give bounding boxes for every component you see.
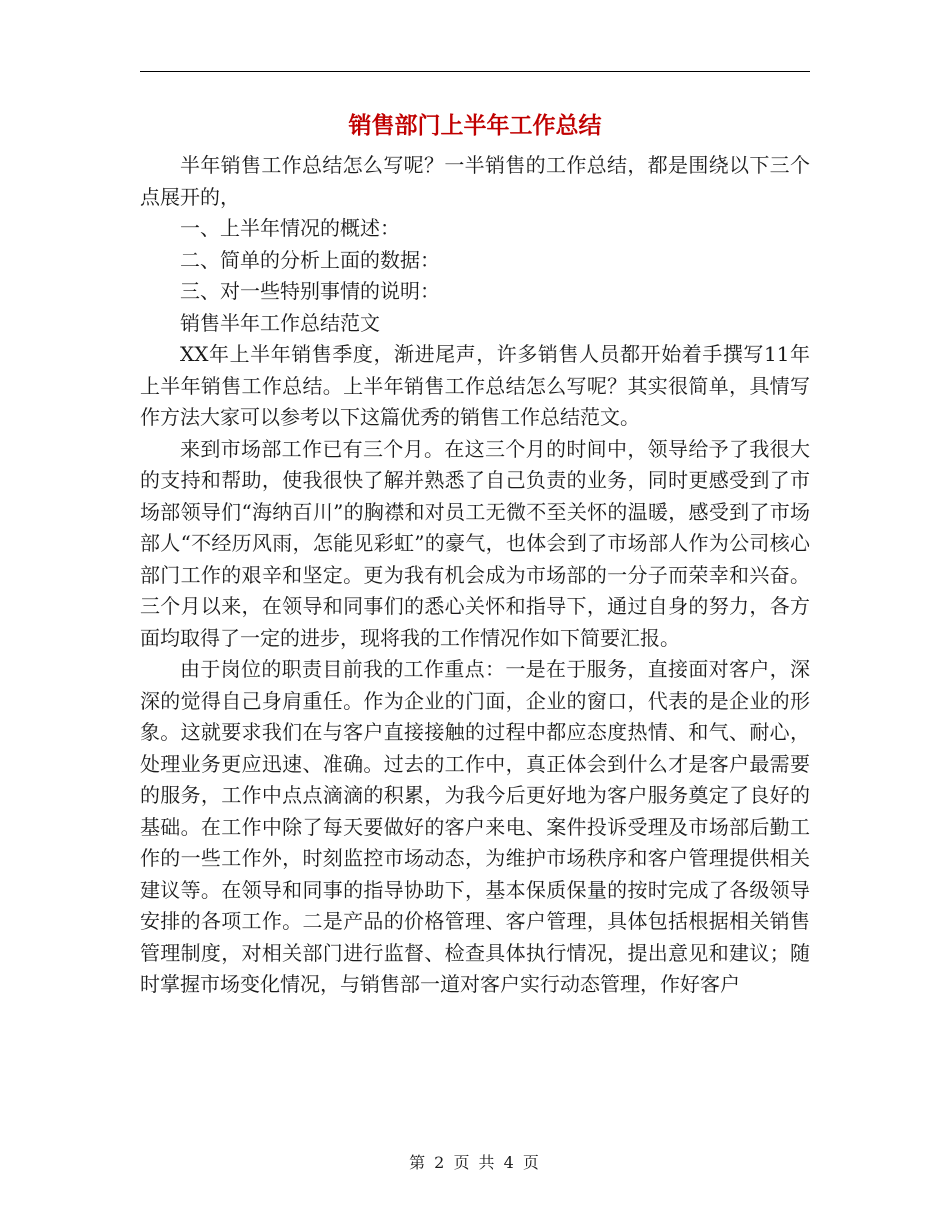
paragraph-sample-intro: XX年上半年销售季度，渐进尾声，许多销售人员都开始着手撰写11年上半年销售工作总结。上半年销售工作总结怎么写呢？其实很简单，具情写作方法大家可以参考以下这篇优秀的销售工作总结范文。: [140, 342, 810, 429]
header-rule: [140, 71, 810, 72]
paragraph-intro: 半年销售工作总结怎么写呢？一半销售的工作总结，都是围绕以下三个点展开的，: [140, 153, 810, 209]
paragraph-point-2: 二、简单的分析上面的数据：: [180, 247, 440, 272]
page-number-footer: 第 2 页 共 4 页: [409, 1153, 541, 1172]
paragraph-point-1: 一、上半年情况的概述：: [180, 216, 400, 240]
paragraph-body-2: 由于岗位的职责目前我的工作重点：一是在于服务，直接面对客户，深深的觉得自己身肩重任。作为企业的门面，企业的窗口，代表的是企业的形象。这就要求我们在与客户直接接触的过程中都应态度热情、和气、耐心，处理业务更应迅速、准确。过去的工作中，真正体会到什么才是客户最需要的服务，工作中点点滴滴的积累，为我今后更好地为客户服务奠定了良好的基础。在工作中除了每天要做好的客户来电、案件投诉受理及市场部后勤工作的一些工作外，时刻监控市场动态，为维护市场秩序和客户管理提供相关建议等。在领导和同事的指导协助下，基本保质保量的按时完成了各级领导安排的各项工作。二是产品的价格管理、客户管理，具体包括根据相关销售管理制度，对相关部门进行监督、检查具体执行情况，提出意见和建议；随时掌握市场变化情况，与销售部一道对客户实行动态管理，作好客户: [140, 657, 810, 996]
document-body: [140, 150, 810, 1001]
paragraph-point-3: 三、对一些特别事情的说明：: [180, 279, 440, 303]
document-title: 销售部门上半年工作总结: [348, 112, 602, 139]
paragraph-sample-heading: 销售半年工作总结范文: [180, 310, 380, 335]
paragraph-body-1: 来到市场部工作已有三个月。在这三个月的时间中，领导给予了我很大的支持和帮助，使我很快了解并熟悉了自己负责的业务，同时更感受到了市场部领导们“海纳百川”的胸襟和对员工无微不至关怀的温暖，感受到了市场部人“不经历风雨，怎能见彩虹”的豪气，也体会到了市场部人作为公司核心部门工作的艰辛和坚定。更为我有机会成为市场部的一分子而荣幸和兴奋。三个月以来，在领导和同事们的悉心关怀和指导下，通过自身的努力，各方面均取得了一定的进步，现将我的工作情况作如下简要汇报。: [140, 436, 810, 650]
